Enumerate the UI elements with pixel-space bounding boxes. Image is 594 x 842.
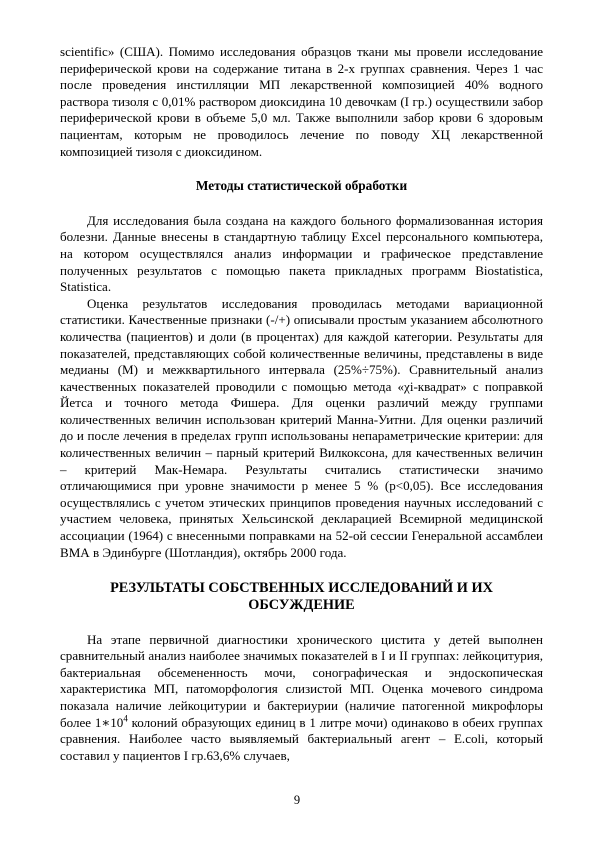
page-number: 9 bbox=[293, 793, 301, 807]
intro-paragraph: scientific» (США). Помимо исследования образцов ткани мы провели исследование периферической крови на содержание титана в 2-х группах сравнения. Через 1 час после проведения инстилляции МП лекарственной композицией 40% водного раствора тизоля с 0,01% раствором диоксидина 10 девочкам (I гр.) осуществили забор периферической крови в объеме 5,0 мл. Также выполнили забор крови 6 здоровым пациентам, которым не проводилось лечение по поводу ХЦ лекарственной композицией тизоля с диоксидином. bbox=[60, 44, 543, 159]
exponent-superscript: 4 bbox=[123, 713, 128, 724]
results-section-heading: РЕЗУЛЬТАТЫ СОБСТВЕННЫХ ИССЛЕДОВАНИЙ И ИХ ОБСУЖДЕНИЕ bbox=[110, 580, 493, 614]
page-content bbox=[60, 44, 543, 764]
methods-paragraph-2: Оценка результатов исследования проводилась методами вариационной статистики. Качественные признаки (-/+) описывали простым указанием абсолютного количества (пациентов) и доли (в процентах) для каждой категории. Результаты для показателей, представляющих собой количественные величины, представлены в виде медианы (М) и межквартильного интервала (25%÷75%). Сравнительный анализ качественных показателей проводили с помощью метода «χi-квадрат» с поправкой Йетса и точного метода Фишера. Для оценки различий между группами количественных величин использован критерий Манна-Уитни. Для оценки различий до и после лечения в пределах групп использованы непараметрические критерии: для количественных величин – парный критерий Вилкоксона, для качественных величин – критерий Мак-Немара. Результаты считались статистически значимо отличающимися при уровне значимости р менее 5 % (р<0,05). Все исследования осуществлялись с учетом этических принципов проведения научных исследований с участием человека, принятых Хельсинской декларацией Всемирной медицинской ассоциации (1964) с внесенными поправками на 52-ой сессии Генеральной ассамблеи ВМА в Эдинбурге (Шотландия), октябрь 2000 года. bbox=[60, 295, 543, 560]
methods-section-heading: Методы статистической обработки bbox=[195, 178, 408, 194]
methods-paragraph-1: Для исследования была создана на каждого больного формализованная история болезни. Данные внесены в стандартную таблицу Excel персонального компьютера, на котором осуществлялся анализ информации и графическое представление полученных результатов с помощью пакета прикладных программ Biostatistica, Statistica. bbox=[60, 212, 543, 295]
results-paragraph bbox=[60, 632, 543, 765]
results-text-end: колоний образующих единиц в 1 литре мочи) одинаково в обеих группах сравнения. Наиболее часто выявляемый бактериальный агент – E.coli, который составил у пациентов I гр.63,6% случаев, bbox=[60, 714, 543, 763]
results-text-start: На этапе первичной диагностики хронического цистита у детей выполнен сравнительный анализ наиболее значимых показателей в I и II группах: лейкоцитурия, бактериальная обсемененность мочи, сонографическая и эндоскопическая характеристика МП, патоморфология слизистой МП. Оценка мочевого синдрома показала наличие лейкоцитурии и бактериурии (наличие патогенной микрофлоры более 1∗10 bbox=[60, 631, 543, 730]
